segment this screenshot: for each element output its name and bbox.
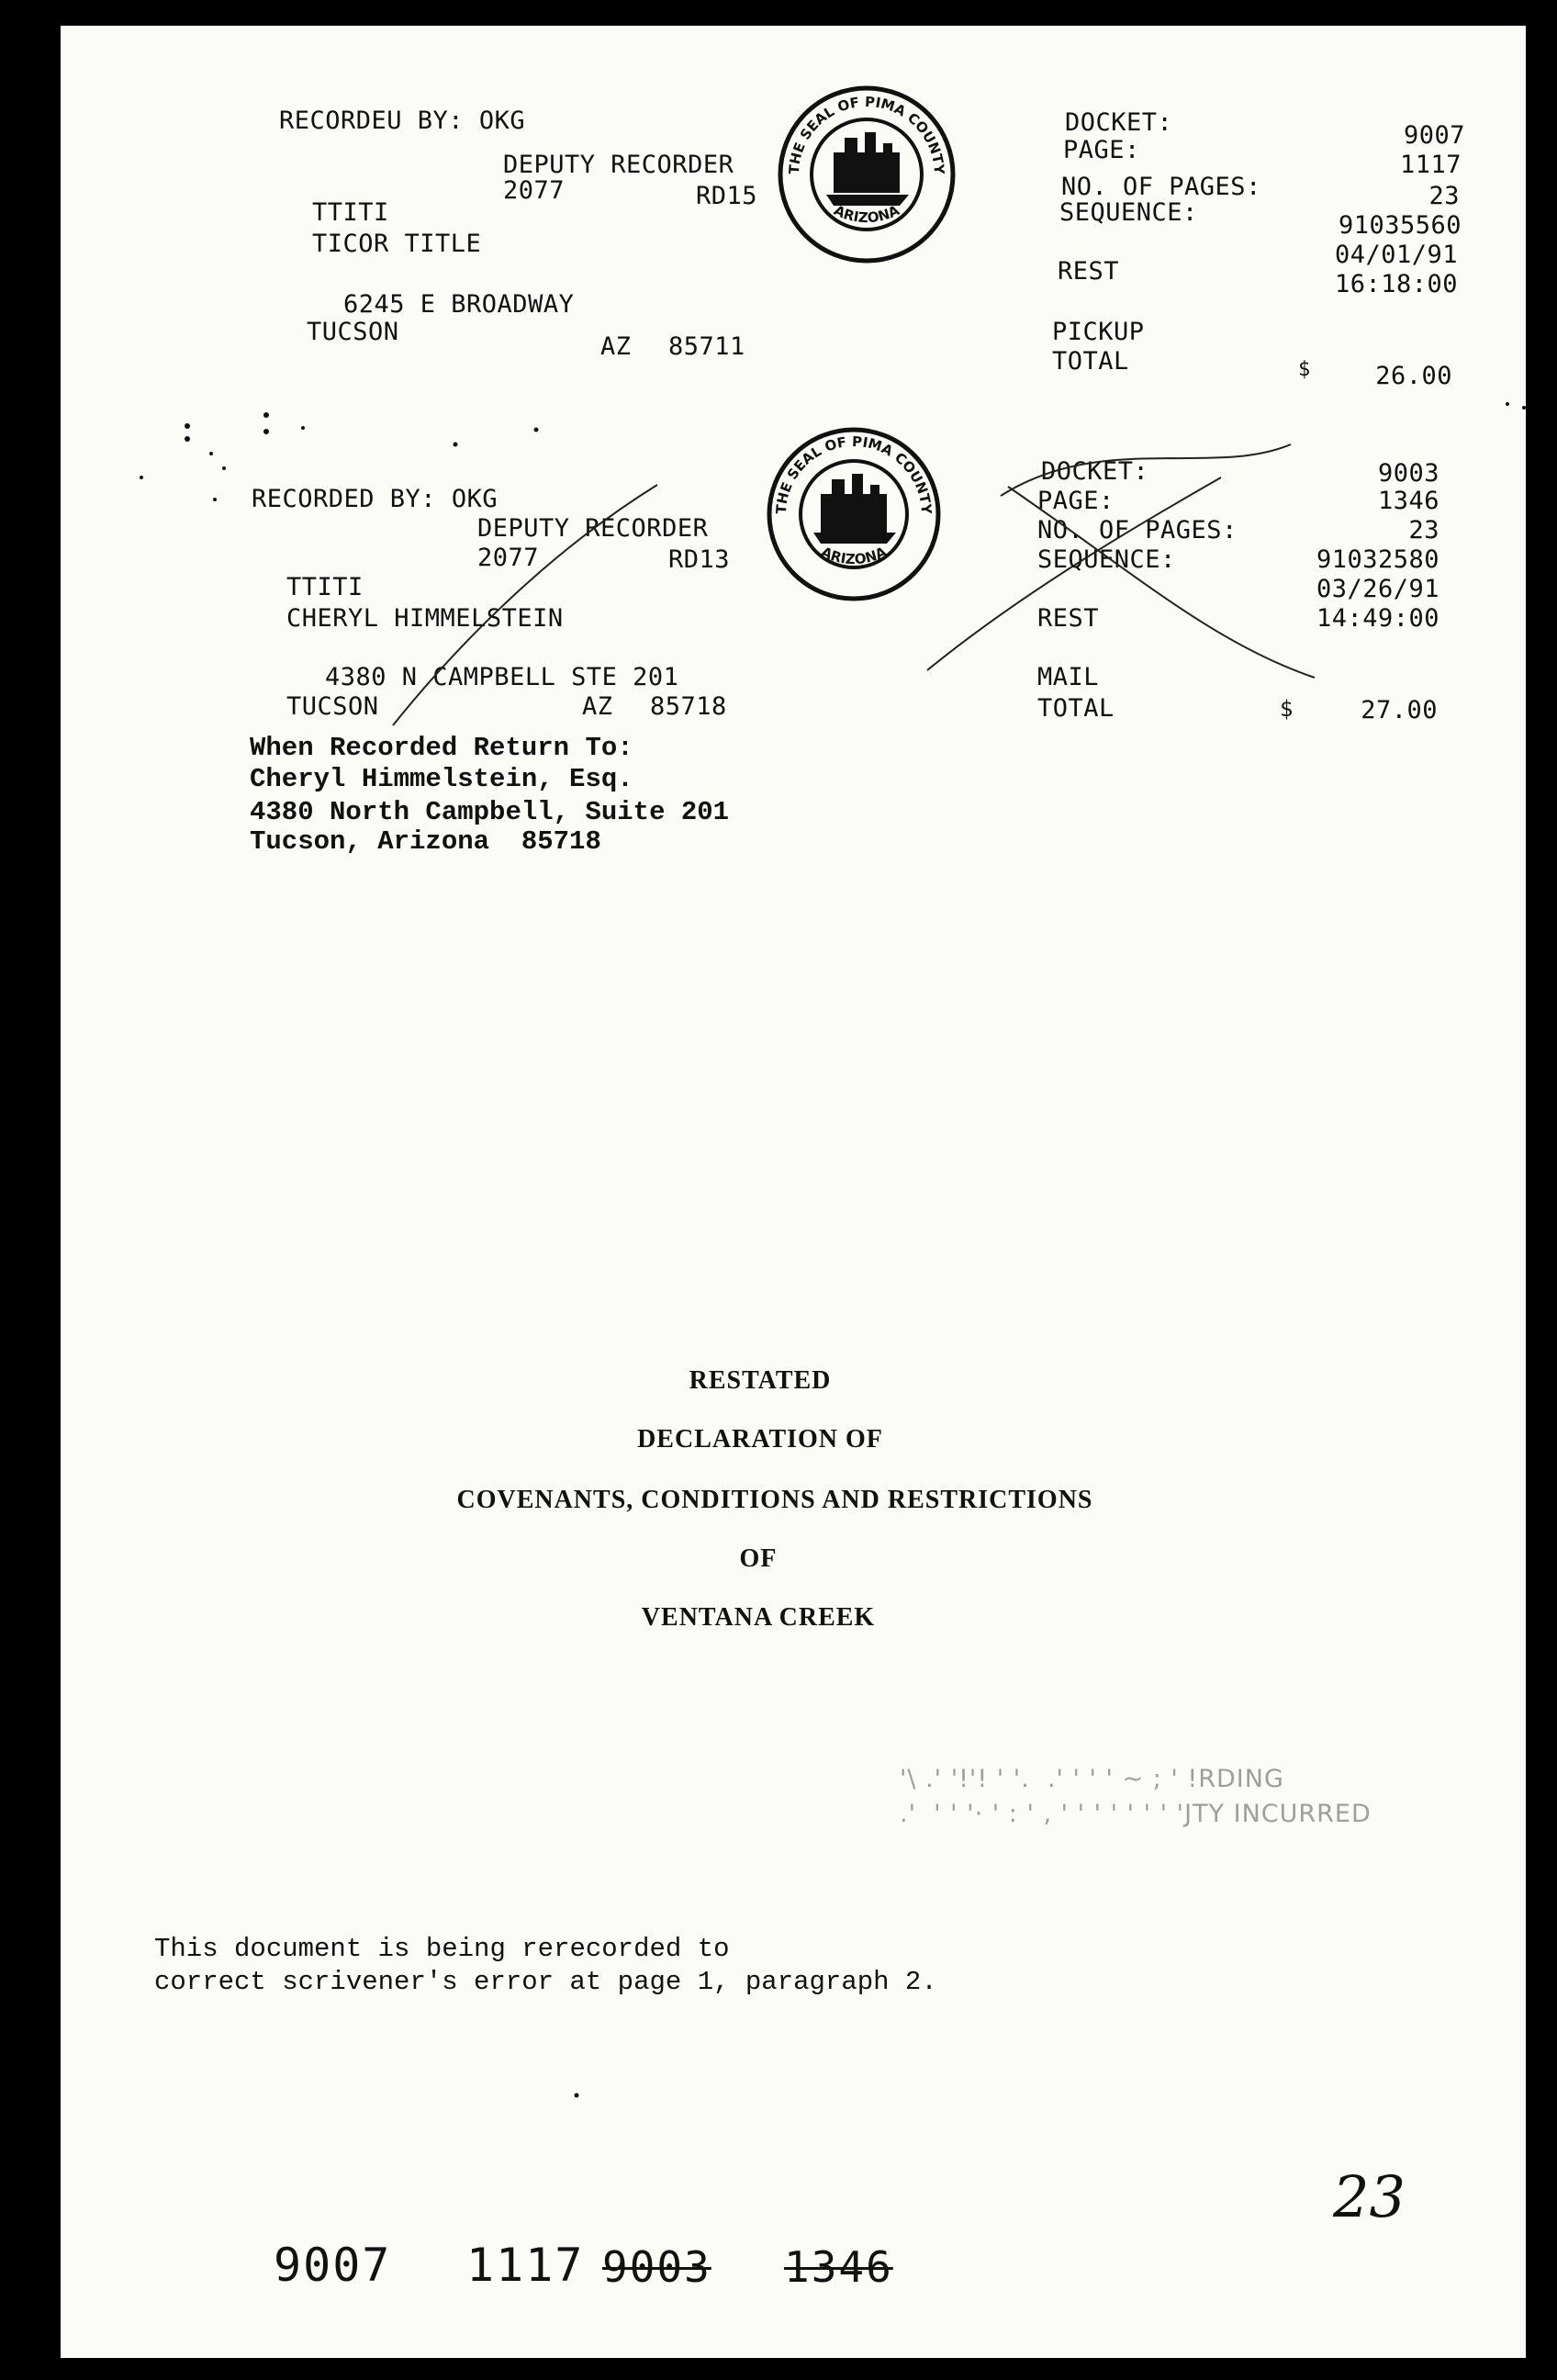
county-seal-icon (780, 88, 953, 261)
sequence-label: SEQUENCE: (1059, 198, 1198, 227)
street-address: 6245 E BROADWAY (343, 290, 575, 319)
pages-value: 23 (1408, 516, 1439, 544)
docket-value: 9003 (1377, 459, 1439, 488)
svg-text:THE SEAL OF PIMA COUNTY: THE SEAL OF PIMA COUNTY (785, 93, 948, 175)
strike-line (393, 485, 657, 725)
street-address: 4380 N CAMPBELL STE 201 (325, 663, 679, 691)
ttiti-label: TTITI (312, 198, 389, 227)
currency-symbol: $ (1298, 358, 1311, 381)
ttiti-label: TTITI (286, 573, 364, 601)
recorder-station: RD15 (696, 182, 758, 210)
time-value: 16:18:00 (1334, 270, 1458, 298)
deputy-recorder: DEPUTY RECORDER (477, 514, 709, 543)
pages-value: 23 (1428, 182, 1460, 210)
method-label: PICKUP (1052, 318, 1145, 346)
total-value: 27.00 (1361, 696, 1438, 724)
sequence-label: SEQUENCE: (1037, 545, 1176, 574)
deputy-recorder: DEPUTY RECORDER (503, 151, 734, 179)
county-seal-icon (769, 430, 938, 599)
footer-page: 1117 (466, 2239, 585, 2292)
cross-out-mark (927, 444, 1315, 678)
footer-page-struck: 1346 (784, 2242, 893, 2292)
faded-stamp-line-2: .' ' ' '· ' : ' , ' ' ' ' ' ' ' 'JTY INCURRED (900, 1800, 1372, 1828)
total-label: TOTAL (1037, 694, 1115, 723)
note-line-2: correct scrivener's error at page 1, paragraph 2. (154, 1967, 937, 1997)
footer-docket: 9007 (274, 2239, 392, 2292)
page-value: 1346 (1377, 487, 1439, 515)
title-line-2: DECLARATION OF (637, 1425, 883, 1454)
return-to-line-3: 4380 North Campbell, Suite 201 (250, 797, 730, 827)
recorder-number: 2077 (477, 544, 540, 572)
scan-specks (140, 402, 1526, 2098)
state: AZ (600, 332, 632, 361)
sequence-value: 91032580 (1316, 545, 1439, 574)
pages-label: NO. OF PAGES: (1061, 173, 1261, 201)
svg-text:ARIZONA: ARIZONA (818, 543, 890, 568)
sequence-value: 91035560 (1338, 211, 1462, 240)
rest-label: REST (1037, 604, 1100, 633)
date-value: 03/26/91 (1316, 575, 1439, 603)
state: AZ (582, 692, 613, 721)
total-label: TOTAL (1052, 347, 1129, 376)
docket-value: 9007 (1403, 121, 1465, 150)
page-label: PAGE: (1037, 487, 1115, 515)
return-to-line-2: Cheryl Himmelstein, Esq. (250, 764, 633, 794)
handwritten-page-count: 23 (1333, 2163, 1406, 2230)
page-value: 1117 (1399, 151, 1462, 179)
city: TUCSON (286, 692, 379, 721)
time-value: 14:49:00 (1316, 604, 1439, 633)
faded-stamp-line-1: '\ .' '!'! ' '. .' ' ' ' ~ ; ' !RDING (900, 1765, 1284, 1793)
party-name: CHERYL HIMMELSTEIN (286, 604, 564, 633)
method-label: MAIL (1037, 663, 1100, 691)
date-value: 04/01/91 (1334, 241, 1458, 269)
currency-symbol: $ (1280, 696, 1294, 722)
recorder-number: 2077 (503, 176, 566, 205)
return-to-line-1: When Recorded Return To: (250, 733, 633, 763)
total-value: 26.00 (1375, 362, 1452, 390)
recorded-by: RECORDEU BY: OKG (279, 107, 526, 135)
note-line-1: This document is being rerecorded to (154, 1934, 730, 1964)
pages-label: NO. OF PAGES: (1037, 516, 1238, 544)
svg-text:ARIZONA: ARIZONA (831, 201, 902, 227)
title-line-1: RESTATED (689, 1366, 832, 1395)
recorder-station: RD13 (668, 545, 731, 574)
svg-text:THE SEAL OF PIMA COUNTY: THE SEAL OF PIMA COUNTY (772, 432, 935, 515)
docket-label: DOCKET: (1065, 108, 1173, 137)
recorded-by: RECORDED BY: OKG (252, 485, 498, 513)
title-line-5: VENTANA CREEK (641, 1603, 876, 1632)
zip: 85711 (668, 332, 745, 361)
title-line-3: COVENANTS, CONDITIONS AND RESTRICTIONS (456, 1486, 1093, 1514)
title-line-4: OF (739, 1544, 778, 1573)
party-name: TICOR TITLE (312, 230, 482, 258)
rest-label: REST (1058, 257, 1120, 286)
footer-docket-struck: 9003 (602, 2242, 711, 2292)
page-label: PAGE: (1063, 136, 1140, 164)
zip: 85718 (650, 692, 727, 721)
return-to-line-4: Tucson, Arizona 85718 (250, 826, 601, 857)
city: TUCSON (307, 318, 399, 346)
docket-label: DOCKET: (1041, 457, 1149, 486)
